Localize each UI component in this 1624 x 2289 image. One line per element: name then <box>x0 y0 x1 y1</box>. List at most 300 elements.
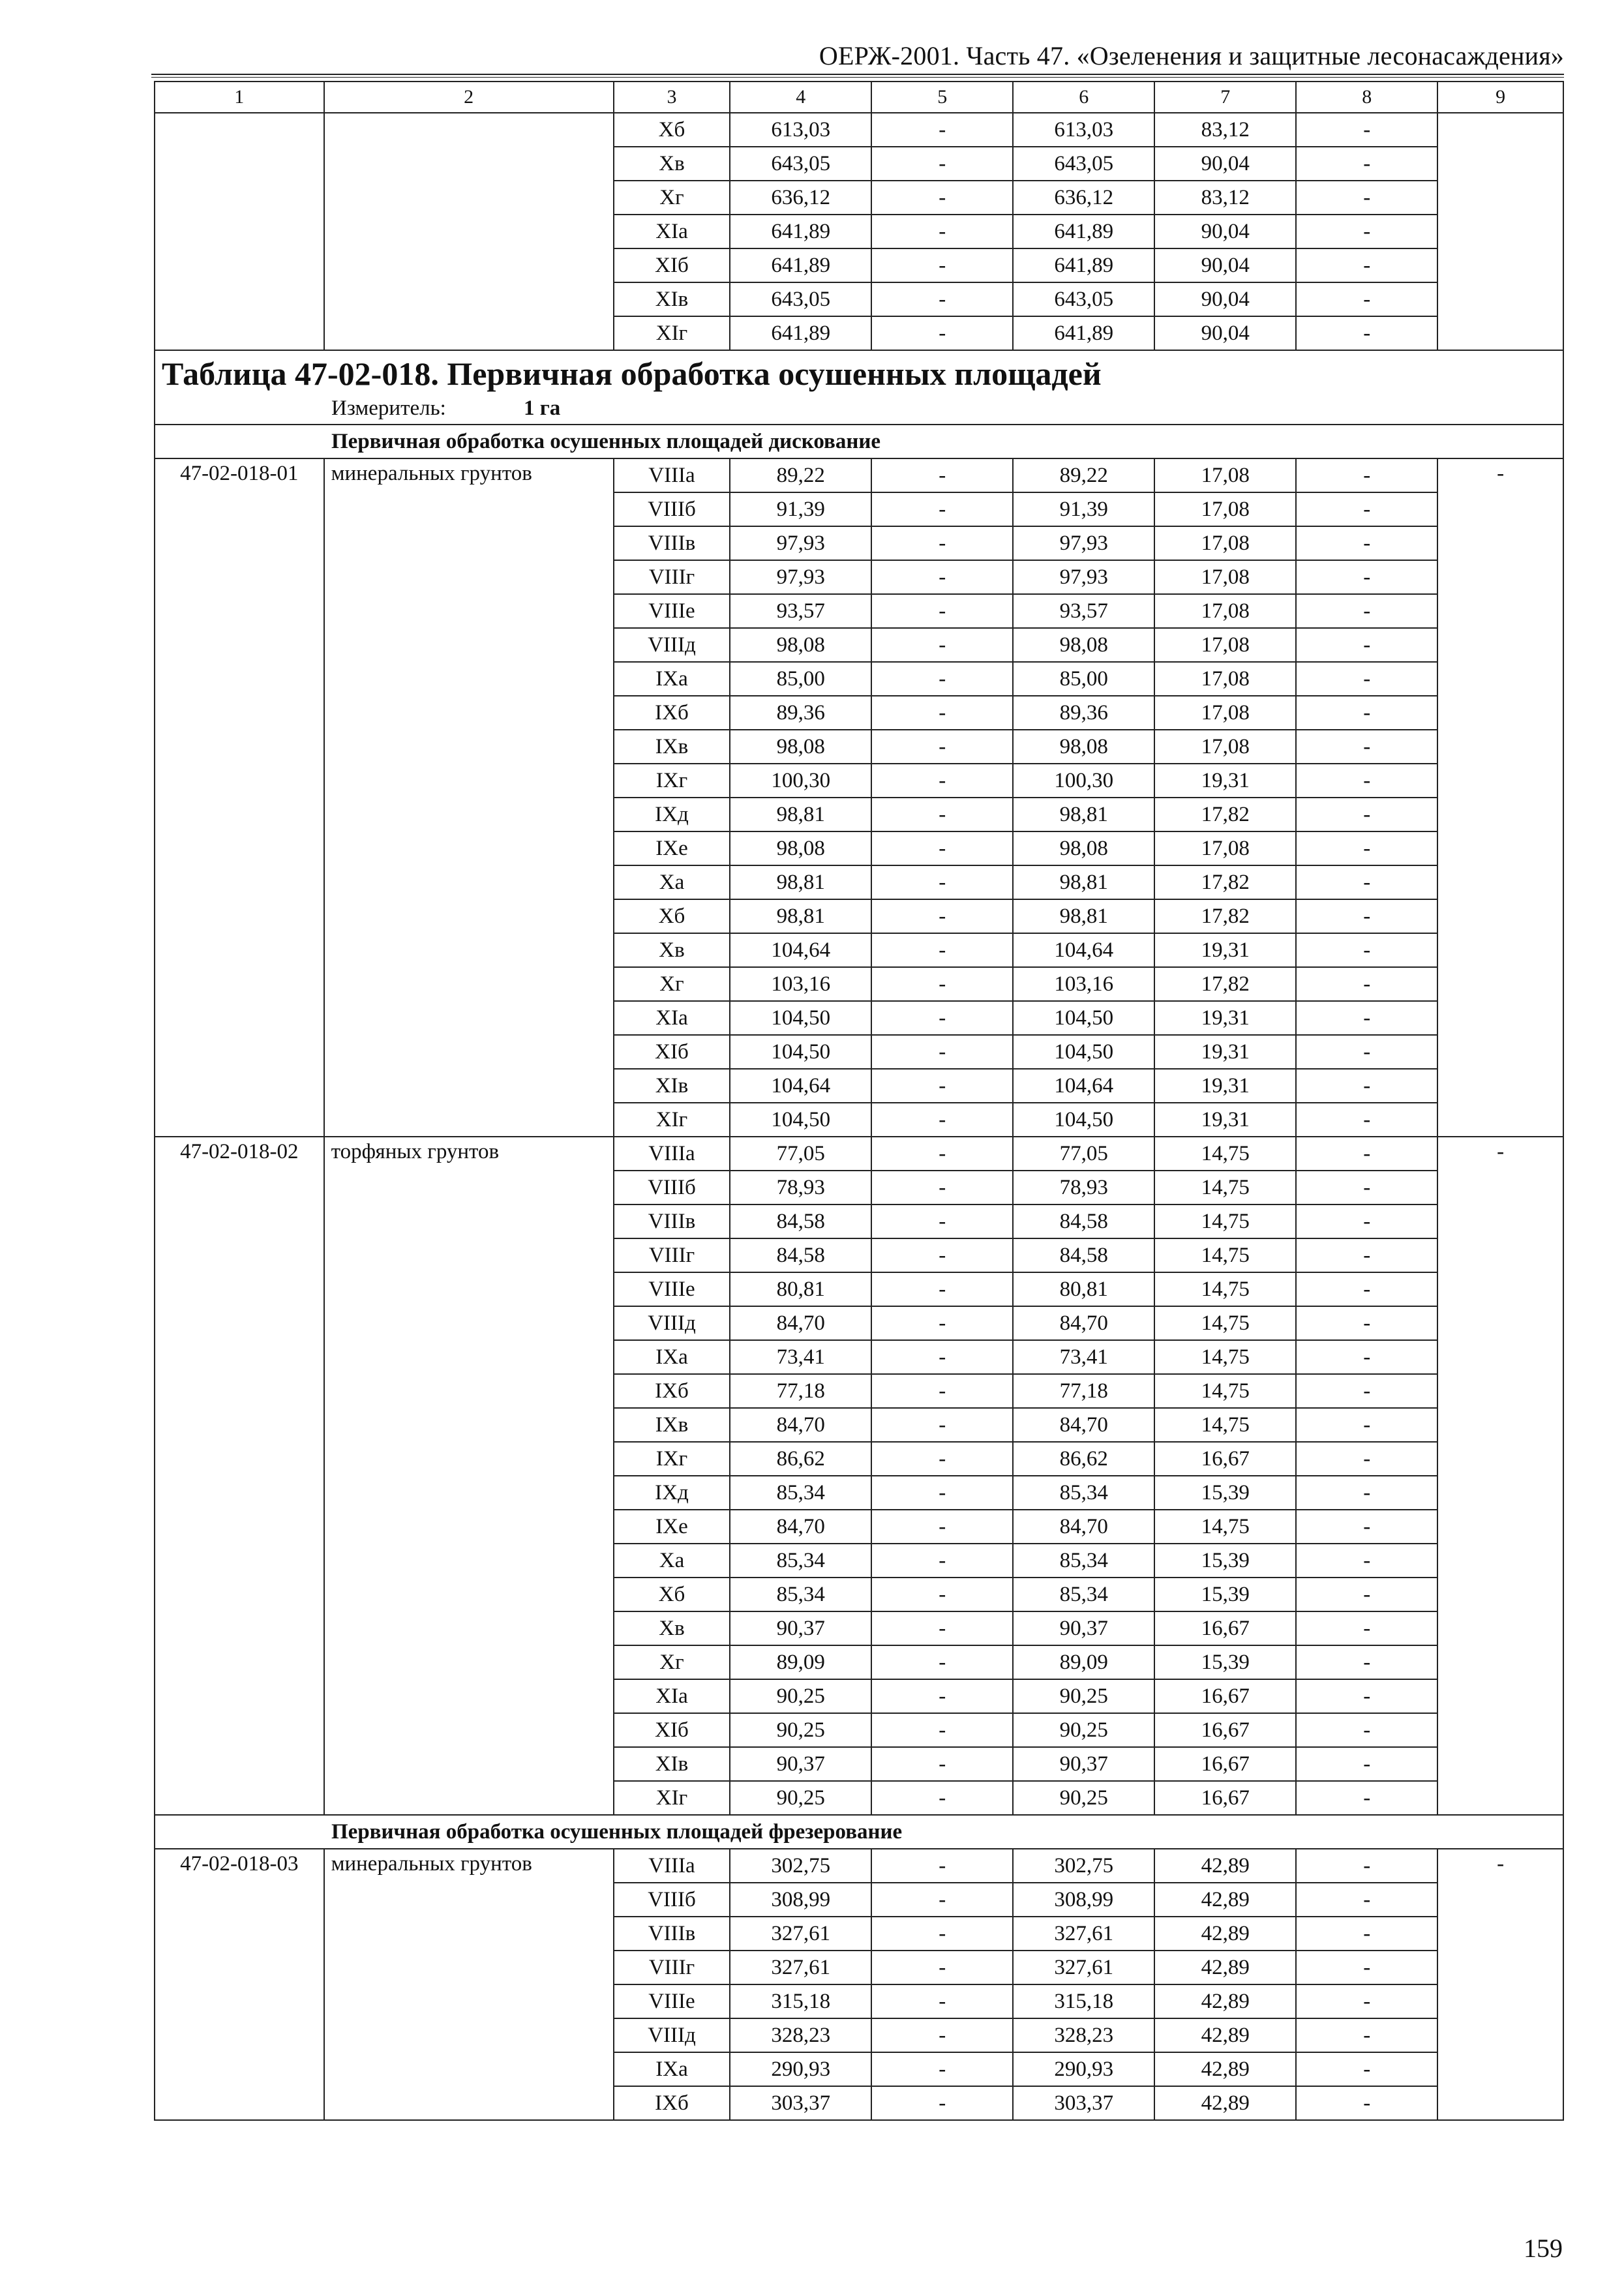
cell-rank: Xб <box>614 113 730 147</box>
cell-col4: 98,08 <box>730 628 871 662</box>
cell-col5: - <box>871 2052 1013 2086</box>
cell-col5: - <box>871 1442 1013 1476</box>
cell-col6: 90,25 <box>1013 1781 1154 1815</box>
cell-col4: 98,08 <box>730 831 871 865</box>
cell-col5: - <box>871 2086 1013 2120</box>
cell-rank: IXв <box>614 1408 730 1442</box>
cell-rank: XIг <box>614 1781 730 1815</box>
cell-col4: 90,25 <box>730 1781 871 1815</box>
cell-col6: 308,99 <box>1013 1883 1154 1917</box>
cell-col4: 104,50 <box>730 1001 871 1035</box>
cell-rank: IXб <box>614 1374 730 1408</box>
cell-col6: 84,70 <box>1013 1510 1154 1544</box>
cell-col6: 98,08 <box>1013 831 1154 865</box>
cell-col8: - <box>1296 1510 1437 1544</box>
cell-col6: 100,30 <box>1013 764 1154 798</box>
cell-col8: - <box>1296 1611 1437 1645</box>
cell-col6: 80,81 <box>1013 1272 1154 1306</box>
cell-col7: 17,08 <box>1154 458 1296 492</box>
cell-col7: 14,75 <box>1154 1510 1296 1544</box>
cell-col5: - <box>871 831 1013 865</box>
cell-col6: 104,50 <box>1013 1001 1154 1035</box>
cell-code: 47-02-018-01 <box>155 458 324 1137</box>
cell-col8: - <box>1296 1476 1437 1510</box>
cell-col7: 42,89 <box>1154 2052 1296 2086</box>
cell-col5: - <box>871 1781 1013 1815</box>
cell-col4: 86,62 <box>730 1442 871 1476</box>
section-title: Первичная обработка осушенных площадей фрезерование <box>155 1815 1563 1849</box>
cell-col6: 84,58 <box>1013 1238 1154 1272</box>
cell-col7: 16,67 <box>1154 1713 1296 1747</box>
cell-col8: - <box>1296 1917 1437 1951</box>
cell-col8: - <box>1296 1340 1437 1374</box>
column-number-2: 2 <box>324 82 614 113</box>
cell-col8: - <box>1296 899 1437 933</box>
cell-col5: - <box>871 1272 1013 1306</box>
cell-col5: - <box>871 248 1013 282</box>
cell-rank: VIIIе <box>614 1272 730 1306</box>
cell-col8: - <box>1296 1171 1437 1204</box>
cell-col9: - <box>1437 1137 1563 1815</box>
cell-col5: - <box>871 1171 1013 1204</box>
cell-col5: - <box>871 1476 1013 1510</box>
cell-code <box>155 113 324 350</box>
cell-code: 47-02-018-02 <box>155 1137 324 1815</box>
cell-col5: - <box>871 181 1013 215</box>
cell-col7: 17,08 <box>1154 560 1296 594</box>
cell-col8: - <box>1296 696 1437 730</box>
cell-col4: 98,81 <box>730 865 871 899</box>
cell-col6: 327,61 <box>1013 1951 1154 1984</box>
cell-rank: IXг <box>614 764 730 798</box>
cell-rank: IXд <box>614 1476 730 1510</box>
cell-col7: 14,75 <box>1154 1137 1296 1171</box>
cell-col8: - <box>1296 831 1437 865</box>
cell-col5: - <box>871 1340 1013 1374</box>
cell-col8: - <box>1296 458 1437 492</box>
cell-col4: 90,25 <box>730 1679 871 1713</box>
cell-col6: 90,37 <box>1013 1611 1154 1645</box>
cell-col5: - <box>871 1951 1013 1984</box>
cell-col7: 42,89 <box>1154 1984 1296 2018</box>
cell-col8: - <box>1296 1035 1437 1069</box>
cell-col7: 16,67 <box>1154 1747 1296 1781</box>
cell-col5: - <box>871 526 1013 560</box>
cell-col6: 90,25 <box>1013 1713 1154 1747</box>
cell-rank: XIб <box>614 248 730 282</box>
cell-col5: - <box>871 492 1013 526</box>
column-number-4: 4 <box>730 82 871 113</box>
cell-rank: VIIIе <box>614 594 730 628</box>
cell-rank: Xв <box>614 933 730 967</box>
cell-col8: - <box>1296 1408 1437 1442</box>
cell-col6: 89,36 <box>1013 696 1154 730</box>
cell-col5: - <box>871 1103 1013 1137</box>
cell-col7: 17,08 <box>1154 628 1296 662</box>
cell-rank: XIб <box>614 1035 730 1069</box>
cell-col5: - <box>871 1510 1013 1544</box>
cell-col6: 643,05 <box>1013 147 1154 181</box>
cell-col4: 91,39 <box>730 492 871 526</box>
cell-rank: XIг <box>614 316 730 350</box>
cell-col6: 85,34 <box>1013 1578 1154 1611</box>
cell-col7: 83,12 <box>1154 113 1296 147</box>
cell-col6: 90,37 <box>1013 1747 1154 1781</box>
cell-col6: 85,34 <box>1013 1544 1154 1578</box>
cell-col4: 84,70 <box>730 1408 871 1442</box>
cell-col6: 90,25 <box>1013 1679 1154 1713</box>
cell-col5: - <box>871 1544 1013 1578</box>
cell-col8: - <box>1296 730 1437 764</box>
cell-col7: 14,75 <box>1154 1238 1296 1272</box>
cell-col8: - <box>1296 282 1437 316</box>
cell-col5: - <box>871 1069 1013 1103</box>
cell-rank: IXг <box>614 1442 730 1476</box>
header-rule-thin <box>151 77 1564 78</box>
cell-col7: 16,67 <box>1154 1442 1296 1476</box>
cell-col5: - <box>871 1408 1013 1442</box>
cell-col6: 303,37 <box>1013 2086 1154 2120</box>
cell-col8: - <box>1296 1001 1437 1035</box>
cell-col8: - <box>1296 1713 1437 1747</box>
cell-col4: 89,22 <box>730 458 871 492</box>
cell-col7: 42,89 <box>1154 1917 1296 1951</box>
cell-col4: 643,05 <box>730 147 871 181</box>
cell-col8: - <box>1296 1679 1437 1713</box>
cell-col8: - <box>1296 492 1437 526</box>
table-title-row <box>155 350 1563 393</box>
cell-col5: - <box>871 730 1013 764</box>
cell-col8: - <box>1296 967 1437 1001</box>
cell-rank: Xв <box>614 147 730 181</box>
cell-col5: - <box>871 933 1013 967</box>
cell-col6: 327,61 <box>1013 1917 1154 1951</box>
cell-col9: - <box>1437 458 1563 1137</box>
cell-col5: - <box>871 899 1013 933</box>
cell-rank: XIа <box>614 1001 730 1035</box>
cell-col5: - <box>871 1747 1013 1781</box>
cell-col8: - <box>1296 526 1437 560</box>
cell-col7: 17,08 <box>1154 730 1296 764</box>
cell-col8: - <box>1296 181 1437 215</box>
cell-rank: VIIIг <box>614 1238 730 1272</box>
cell-col6: 85,00 <box>1013 662 1154 696</box>
cell-col4: 308,99 <box>730 1883 871 1917</box>
cell-col4: 84,58 <box>730 1204 871 1238</box>
cell-col7: 16,67 <box>1154 1781 1296 1815</box>
cell-col9: - <box>1437 1849 1563 2120</box>
cell-col7: 17,82 <box>1154 865 1296 899</box>
section-row <box>155 425 1563 458</box>
cell-col6: 86,62 <box>1013 1442 1154 1476</box>
cell-col6: 73,41 <box>1013 1340 1154 1374</box>
cell-col8: - <box>1296 1137 1437 1171</box>
measure-label: Измеритель: <box>331 396 446 420</box>
column-number-3: 3 <box>614 82 730 113</box>
cell-col4: 93,57 <box>730 594 871 628</box>
cell-col4: 643,05 <box>730 282 871 316</box>
cell-col8: - <box>1296 865 1437 899</box>
cell-rank: Xа <box>614 1544 730 1578</box>
cell-rank: XIв <box>614 282 730 316</box>
cell-col5: - <box>871 865 1013 899</box>
cell-col8: - <box>1296 1306 1437 1340</box>
cell-col8: - <box>1296 1747 1437 1781</box>
cell-col7: 17,08 <box>1154 831 1296 865</box>
cell-col4: 84,58 <box>730 1238 871 1272</box>
column-number-6: 6 <box>1013 82 1154 113</box>
cell-col6: 78,93 <box>1013 1171 1154 1204</box>
cell-col6: 98,08 <box>1013 628 1154 662</box>
cell-col7: 15,39 <box>1154 1544 1296 1578</box>
cell-rank: VIIIд <box>614 2018 730 2052</box>
cell-col5: - <box>871 282 1013 316</box>
cell-rank: Xв <box>614 1611 730 1645</box>
cell-col5: - <box>871 696 1013 730</box>
cell-col8: - <box>1296 2052 1437 2086</box>
cell-rank: IXа <box>614 1340 730 1374</box>
cell-col6: 91,39 <box>1013 492 1154 526</box>
cell-col6: 103,16 <box>1013 967 1154 1001</box>
running-header: ОЕРЖ-2001. Часть 47. «Озеленения и защитные лесонасаждения» <box>819 41 1564 70</box>
cell-col5: - <box>871 1849 1013 1883</box>
cell-rank: VIIIв <box>614 526 730 560</box>
cell-col7: 42,89 <box>1154 2018 1296 2052</box>
cell-col7: 17,08 <box>1154 662 1296 696</box>
cell-col4: 89,36 <box>730 696 871 730</box>
cell-col4: 89,09 <box>730 1645 871 1679</box>
cell-rank: VIIIа <box>614 1137 730 1171</box>
cell-col8: - <box>1296 215 1437 248</box>
cell-rank: VIIIд <box>614 1306 730 1340</box>
cell-col6: 328,23 <box>1013 2018 1154 2052</box>
cell-col4: 104,64 <box>730 933 871 967</box>
cell-col4: 73,41 <box>730 1340 871 1374</box>
cell-col6: 89,22 <box>1013 458 1154 492</box>
cell-col5: - <box>871 764 1013 798</box>
cell-col7: 14,75 <box>1154 1408 1296 1442</box>
cell-col6: 641,89 <box>1013 248 1154 282</box>
cell-rank: IXе <box>614 1510 730 1544</box>
cell-rank: Xг <box>614 1645 730 1679</box>
cell-rank: VIIIб <box>614 492 730 526</box>
cell-col5: - <box>871 628 1013 662</box>
cell-col7: 17,08 <box>1154 696 1296 730</box>
cell-col5: - <box>871 458 1013 492</box>
cell-col5: - <box>871 1984 1013 2018</box>
cell-col4: 77,05 <box>730 1137 871 1171</box>
cell-rank: VIIIг <box>614 560 730 594</box>
cell-col8: - <box>1296 628 1437 662</box>
column-number-1: 1 <box>155 82 324 113</box>
cell-col4: 78,93 <box>730 1171 871 1204</box>
cell-col5: - <box>871 1917 1013 1951</box>
cell-col7: 17,82 <box>1154 899 1296 933</box>
cell-col4: 98,81 <box>730 899 871 933</box>
cell-rank: Xг <box>614 181 730 215</box>
cell-col5: - <box>871 1578 1013 1611</box>
cell-rank: XIв <box>614 1747 730 1781</box>
cell-col7: 19,31 <box>1154 1001 1296 1035</box>
column-number-7: 7 <box>1154 82 1296 113</box>
cell-col5: - <box>871 798 1013 831</box>
cell-col6: 89,09 <box>1013 1645 1154 1679</box>
cell-col7: 90,04 <box>1154 147 1296 181</box>
cell-col4: 636,12 <box>730 181 871 215</box>
cell-rank: XIа <box>614 215 730 248</box>
cell-col7: 42,89 <box>1154 1849 1296 1883</box>
table-row <box>155 113 1563 147</box>
cell-col8: - <box>1296 1238 1437 1272</box>
cell-col6: 98,81 <box>1013 865 1154 899</box>
cell-col7: 17,82 <box>1154 967 1296 1001</box>
cell-col8: - <box>1296 1442 1437 1476</box>
cell-rank: XIб <box>614 1713 730 1747</box>
cell-col5: - <box>871 1001 1013 1035</box>
cell-col6: 77,18 <box>1013 1374 1154 1408</box>
cell-col4: 100,30 <box>730 764 871 798</box>
cell-rank: IXа <box>614 2052 730 2086</box>
page-number: 159 <box>1524 2234 1563 2263</box>
cell-col7: 19,31 <box>1154 933 1296 967</box>
table-row <box>155 1137 1563 1171</box>
cell-col5: - <box>871 560 1013 594</box>
cell-col5: - <box>871 113 1013 147</box>
cell-col5: - <box>871 1713 1013 1747</box>
measure-row <box>155 393 1563 425</box>
cell-col6: 98,81 <box>1013 798 1154 831</box>
cell-rank: VIIIв <box>614 1917 730 1951</box>
cell-rank: XIа <box>614 1679 730 1713</box>
cell-rank: IXб <box>614 2086 730 2120</box>
cell-col5: - <box>871 215 1013 248</box>
cell-rank: VIIIа <box>614 1849 730 1883</box>
cell-col8: - <box>1296 1272 1437 1306</box>
cell-col4: 104,64 <box>730 1069 871 1103</box>
cell-name <box>324 113 614 350</box>
cell-rank: XIг <box>614 1103 730 1137</box>
cell-col8: - <box>1296 594 1437 628</box>
cell-col7: 14,75 <box>1154 1204 1296 1238</box>
cell-col4: 85,34 <box>730 1476 871 1510</box>
cell-col7: 16,67 <box>1154 1679 1296 1713</box>
cell-col7: 17,08 <box>1154 492 1296 526</box>
cell-col6: 77,05 <box>1013 1137 1154 1171</box>
cell-col7: 19,31 <box>1154 1103 1296 1137</box>
header-rule <box>151 74 1564 75</box>
cell-col4: 84,70 <box>730 1510 871 1544</box>
cell-col7: 90,04 <box>1154 248 1296 282</box>
cell-col6: 97,93 <box>1013 560 1154 594</box>
cell-col6: 104,50 <box>1013 1035 1154 1069</box>
cell-col7: 14,75 <box>1154 1272 1296 1306</box>
cell-col4: 85,00 <box>730 662 871 696</box>
cell-rank: IXд <box>614 798 730 831</box>
cell-col5: - <box>871 967 1013 1001</box>
cell-col5: - <box>871 1035 1013 1069</box>
cell-col5: - <box>871 1238 1013 1272</box>
cell-col6: 85,34 <box>1013 1476 1154 1510</box>
cell-rank: Xа <box>614 865 730 899</box>
cell-rank: XIв <box>614 1069 730 1103</box>
cell-col4: 641,89 <box>730 215 871 248</box>
cell-col5: - <box>871 1374 1013 1408</box>
cell-col5: - <box>871 1645 1013 1679</box>
cell-col7: 42,89 <box>1154 1951 1296 1984</box>
cell-rank: IXа <box>614 662 730 696</box>
cell-col6: 104,64 <box>1013 1069 1154 1103</box>
cell-col8: - <box>1296 147 1437 181</box>
cell-col6: 84,70 <box>1013 1306 1154 1340</box>
cell-col8: - <box>1296 316 1437 350</box>
cell-rank: IXв <box>614 730 730 764</box>
cell-col4: 104,50 <box>730 1035 871 1069</box>
cell-col6: 84,70 <box>1013 1408 1154 1442</box>
cell-col7: 90,04 <box>1154 282 1296 316</box>
cell-rank: VIIIа <box>614 458 730 492</box>
table-row <box>155 1849 1563 1883</box>
cell-col6: 93,57 <box>1013 594 1154 628</box>
cell-rank: VIIIб <box>614 1883 730 1917</box>
cell-col7: 14,75 <box>1154 1374 1296 1408</box>
cell-col4: 98,81 <box>730 798 871 831</box>
cell-rank: VIIIе <box>614 1984 730 2018</box>
cell-name: торфяных грунтов <box>324 1137 614 1815</box>
cell-col5: - <box>871 662 1013 696</box>
cell-col7: 90,04 <box>1154 215 1296 248</box>
cell-col4: 90,37 <box>730 1747 871 1781</box>
table-title: Таблица 47-02-018. Первичная обработка осушенных площадей <box>155 350 1563 393</box>
cell-col8: - <box>1296 1951 1437 1984</box>
cell-col6: 84,58 <box>1013 1204 1154 1238</box>
cell-col4: 84,70 <box>730 1306 871 1340</box>
column-number-5: 5 <box>871 82 1013 113</box>
cell-col4: 327,61 <box>730 1951 871 1984</box>
cell-rank: VIIIб <box>614 1171 730 1204</box>
cell-col8: - <box>1296 1204 1437 1238</box>
section-title: Первичная обработка осушенных площадей дискование <box>155 425 1563 458</box>
cell-col8: - <box>1296 248 1437 282</box>
cell-col4: 327,61 <box>730 1917 871 1951</box>
cell-col5: - <box>871 1883 1013 1917</box>
cell-col8: - <box>1296 1069 1437 1103</box>
cell-col4: 303,37 <box>730 2086 871 2120</box>
cell-col4: 290,93 <box>730 2052 871 2086</box>
cell-col8: - <box>1296 2086 1437 2120</box>
cell-col4: 302,75 <box>730 1849 871 1883</box>
cell-col8: - <box>1296 1645 1437 1679</box>
column-number-8: 8 <box>1296 82 1437 113</box>
cell-col5: - <box>871 594 1013 628</box>
cell-col4: 90,37 <box>730 1611 871 1645</box>
cell-rank: Xб <box>614 899 730 933</box>
cell-col8: - <box>1296 1103 1437 1137</box>
cell-col4: 641,89 <box>730 248 871 282</box>
cell-col7: 19,31 <box>1154 1035 1296 1069</box>
cell-col8: - <box>1296 662 1437 696</box>
cell-rank: Xб <box>614 1578 730 1611</box>
cell-rank: IXе <box>614 831 730 865</box>
cell-col4: 77,18 <box>730 1374 871 1408</box>
cell-col4: 641,89 <box>730 316 871 350</box>
cell-col6: 104,50 <box>1013 1103 1154 1137</box>
cell-col4: 104,50 <box>730 1103 871 1137</box>
cell-col8: - <box>1296 764 1437 798</box>
cell-col7: 17,08 <box>1154 594 1296 628</box>
cell-rank: Xг <box>614 967 730 1001</box>
cell-col6: 613,03 <box>1013 113 1154 147</box>
cell-col6: 641,89 <box>1013 215 1154 248</box>
